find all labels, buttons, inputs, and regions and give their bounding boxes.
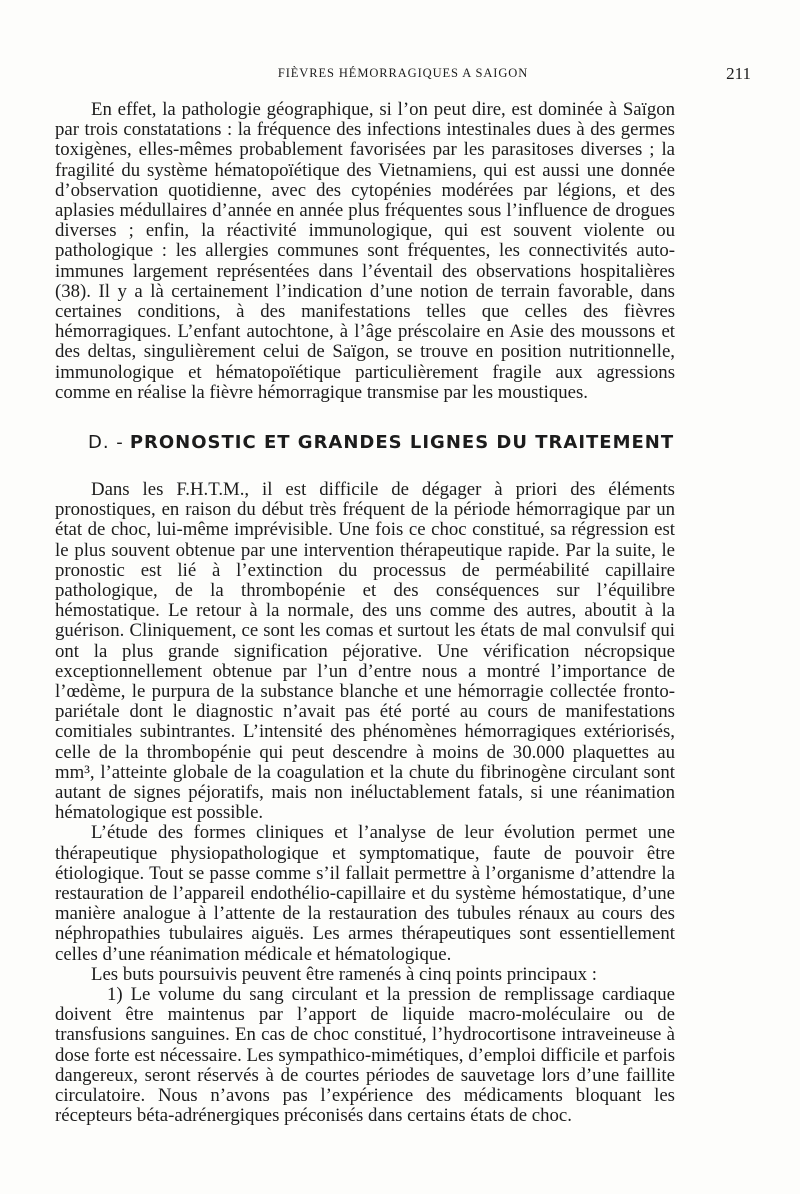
section-heading [88, 432, 674, 453]
section-number: D. - [88, 432, 124, 453]
running-header [55, 66, 751, 86]
intro-text-block [55, 100, 675, 403]
page-number: 211 [726, 64, 751, 83]
section-text-block [55, 480, 675, 1127]
list-item: 1) Le volume du sang circulant et la pression de remplissage cardiaque doivent être maintenus par l’apport de liquide macro-moléculaire ou de transfusions sanguines. En cas de choc constitué, l’hydrocortisone intraveineuse à dose forte est nécessaire. Les sympathico-mimétiques, d’emploi difficile et parfois dangereux, seront réservés à de courtes périodes de sauvetage lors d’une faillite circulatoire. Nous n’avons pas l’expérience des médicaments bloquant les récepteurs béta-adrénergiques préconisés dans certains états de choc. [55, 984, 675, 1127]
paragraph: Les buts poursuivis peuvent être ramenés à cinq points principaux : [91, 963, 597, 985]
section-title: PRONOSTIC ET GRANDES LIGNES DU TRAITEMENT [129, 432, 675, 453]
paragraph: En effet, la pathologie géographique, si l’on peut dire, est dominée à Saïgon par trois constatations : la fréquence des infections intestinales dues à des germes toxigènes, elles-mêmes probablement favorisées par les parasitoses diverses ; la fragilité du système hématopoïétique des Vietnamiens, qui est aussi une donnée d’observation quotidienne, avec des cytopénies modérées par légions, et des aplasies médullaires d’année en année plus fréquentes sous l’influence de drogues diverses ; enfin, la réactivité immunologique, qui est souvent violente ou pathologique : les allergies communes sont fréquentes, les connectivités auto-immunes largement représentées dans l’éventail des observations hospitalières (38). Il y a là certainement l’indication d’une notion de terrain favorable, dans certaines conditions, à des manifestations telles que celles des fièvres hémorragiques. L’enfant autochtone, à l’âge préscolaire en Asie des moussons et des deltas, singulièrement celui de Saïgon, se trouve en position nutritionnelle, immunologique et hématopoïétique particulièrement fragile aux agressions comme en réalise la fièvre hémorragique transmise par les moustiques. [55, 99, 675, 403]
paragraph: L’étude des formes cliniques et l’analyse de leur évolution permet une thérapeutique physiopathologique et symptomatique, faute de pouvoir être étiologique. Tout se passe comme s’il fallait permettre à l’organisme d’attendre la restauration de l’appareil endothélio-capillaire et du système hémostatique, d’une manière analogue à l’attente de la restauration des tubules rénaux au cours des néphropathies tubulaires aiguës. Les armes thérapeutiques sont essentiellement celles d’une réanimation médicale et hématologique. [55, 822, 675, 965]
paragraph: Dans les F.H.T.M., il est difficile de dégager à priori des éléments pronostiques, en raison du début très fréquent de la période hémorragique par un état de choc, lui-même imprévisible. Une fois ce choc constitué, sa régression est le plus souvent obtenue par une intervention thérapeutique rapide. Par la suite, le pronostic est lié à l’extinction du processus de perméabilité capillaire pathologique, de la thrombopénie et des conséquences sur l’équilibre hémostatique. Le retour à la normale, des uns comme des autres, aboutit à la guérison. Cliniquement, ce sont les comas et surtout les états de mal convulsif qui ont la plus grande signification péjorative. Une vérification nécropsique exceptionnellement obtenue par l’un d’entre nous a montré l’importance de l’œdème, le purpura de la substance blanche et une hémorragie collectée fronto-pariétale dont le diagnostic n’avait pas été porté au cours de manifestations comitiales subintrantes. L’intensité des phénomènes hémorragiques extériorisés, celle de la thrombopénie qui peut descendre à moins de 30.000 plaquettes au mm³, l’atteinte globale de la coagulation et la chute du fibrinogène circulant sont autant de signes péjoratifs, mais non inéluctablement fatals, si une réanimation hématologique est possible. [55, 479, 675, 824]
running-title: FIÈVRES HÉMORRAGIQUES A SAIGON [277, 66, 529, 80]
